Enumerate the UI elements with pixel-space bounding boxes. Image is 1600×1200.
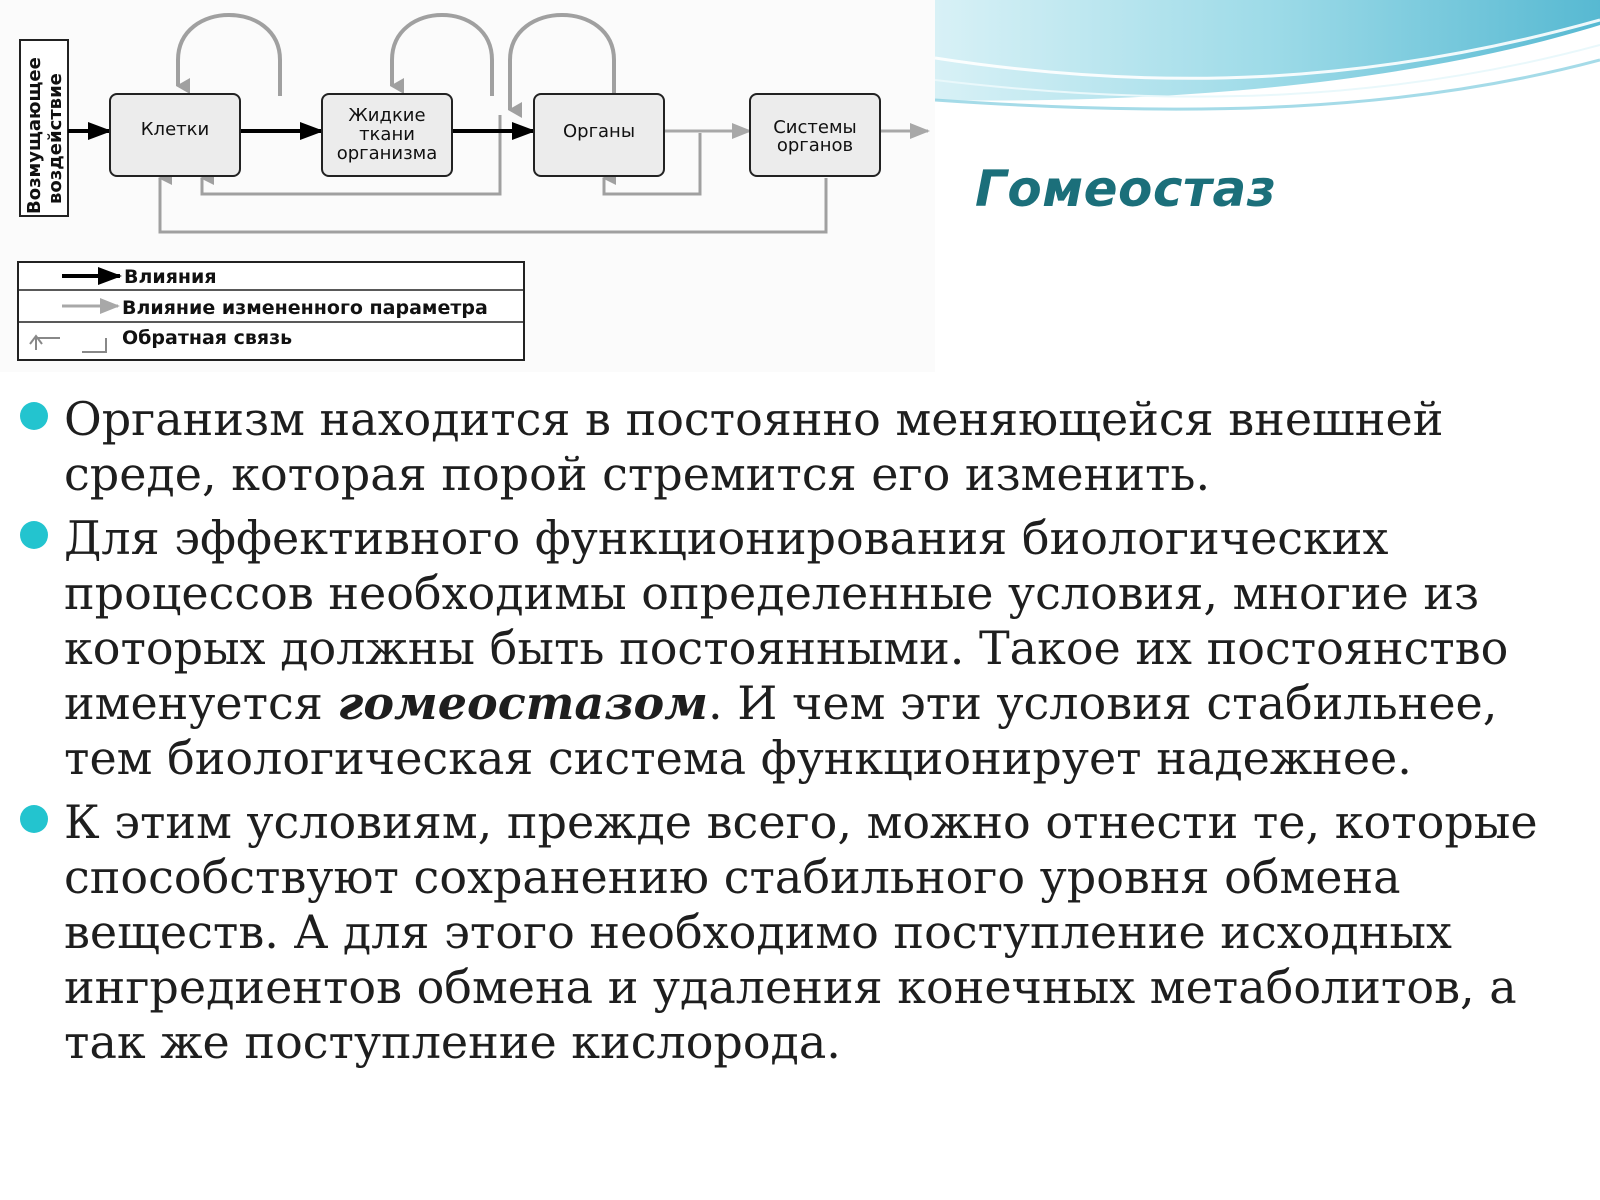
node-systems <box>750 94 880 176</box>
bullet-dot-icon <box>20 402 48 430</box>
decorative-wave-banner <box>935 0 1600 125</box>
slide-title: Гомеостаз <box>975 160 1277 218</box>
bullet-item <box>18 392 1593 502</box>
svg-text:Органы: Органы <box>562 121 636 142</box>
svg-text:ткани: ткани <box>359 124 415 145</box>
bullet-dot-icon <box>20 521 48 549</box>
bullet-text-after: . И чем эти условия стабильнее, тем биологическая система функционирует надежнее. <box>64 676 1498 785</box>
bullet-dot-icon <box>20 805 48 833</box>
homeostasis-diagram <box>0 0 935 372</box>
legend-changed-param-label: Влияние измененного параметра <box>122 297 488 319</box>
bullet-text-before: Для эффективного функционирования биологических процессов необходимы определенные условия, многие из которых должны быть постоянными. Такое их постоянство именуется <box>64 511 1509 730</box>
svg-text:Системы: Системы <box>773 117 857 138</box>
svg-text:Клетки: Клетки <box>140 119 210 140</box>
feedback-loop-fluids <box>392 15 492 96</box>
svg-text:воздействие: воздействие <box>45 73 66 204</box>
svg-text:Жидкие: Жидкие <box>348 105 426 126</box>
disturbance-label <box>20 40 68 216</box>
bullet-item <box>18 795 1593 1070</box>
diagram-legend <box>18 262 524 360</box>
feedback-line-systems-to-cells <box>160 178 826 232</box>
bullet-item <box>18 511 1593 786</box>
legend-influence-label: Влияния <box>124 266 217 288</box>
bullet-text: Организм находится в постоянно меняющейся внешней среде, которая порой стремится его изменить. <box>64 392 1444 501</box>
svg-text:органов: органов <box>776 135 854 156</box>
bullet-list <box>18 392 1593 1079</box>
legend-feedback-label: Обратная связь <box>122 327 293 349</box>
bullet-emphasis-term: гомеостазом <box>337 676 708 730</box>
node-organs <box>534 94 664 176</box>
feedback-loop-cells <box>178 15 280 96</box>
svg-text:Возмущающее: Возмущающее <box>24 57 45 214</box>
node-cells <box>110 94 240 176</box>
svg-text:организма: организма <box>336 143 438 164</box>
node-fluids <box>322 94 452 176</box>
bullet-text: К этим условиям, прежде всего, можно отнести те, которые способствуют сохранению стабильного уровня обмена веществ. А для этого необходимо поступление исходных ингредиентов обмена и удаления конечных метаболитов, а так же поступление кислорода. <box>64 795 1538 1069</box>
